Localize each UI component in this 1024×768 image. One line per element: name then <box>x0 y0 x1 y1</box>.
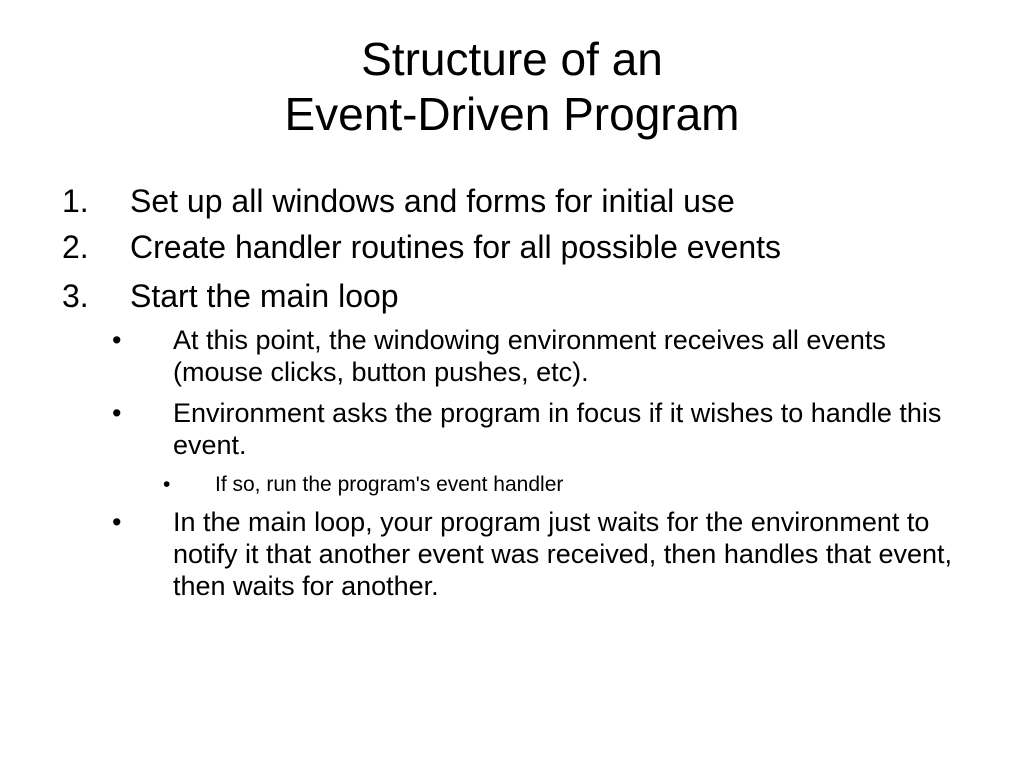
bullet-item-2 <box>112 397 992 461</box>
bullet-text: Environment asks the program in focus if it wishes to handle this event. <box>173 398 942 460</box>
bullet-item-3 <box>112 506 992 602</box>
bullet-marker: • <box>112 507 122 537</box>
bullet-item-1 <box>112 324 992 388</box>
bullet-text: In the main loop, your program just waits for the environment to notify it that another event was received, then handles that event, then waits for another. <box>173 507 952 601</box>
item-text: Set up all windows and forms for initial use <box>130 183 735 219</box>
title-line-1: Structure of an <box>361 33 663 85</box>
item-text: Start the main loop <box>130 278 399 314</box>
item-text: Create handler routines for all possible events <box>130 229 782 265</box>
bullet-marker: • <box>163 473 171 496</box>
bullet-marker: • <box>112 398 122 428</box>
item-number: 3. <box>62 278 89 314</box>
bullet-text: At this point, the windowing environment receives all events (mouse clicks, button pushes, etc). <box>173 325 886 387</box>
bullet-text: If so, run the program's event handler <box>215 473 564 496</box>
item-number: 2. <box>62 229 89 265</box>
title-line-2: Event-Driven Program <box>284 88 740 140</box>
bullet-marker: • <box>112 325 122 355</box>
item-number: 1. <box>62 183 89 219</box>
